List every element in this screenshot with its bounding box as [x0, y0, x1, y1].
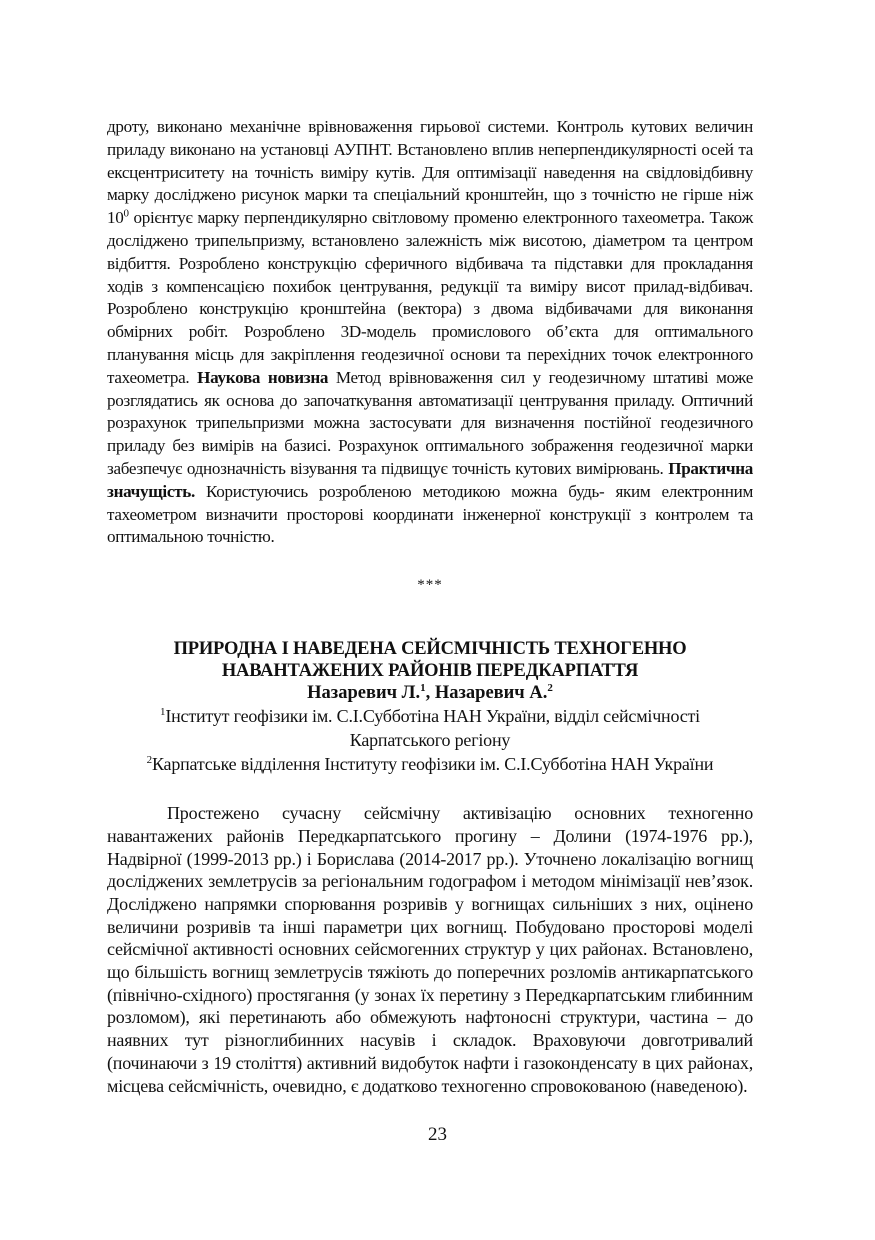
article-title-line: ПРИРОДНА І НАВЕДЕНА СЕЙСМІЧНІСТЬ ТЕХНОГЕННО	[173, 639, 687, 660]
affiliation-text: Інститут геофізики ім. С.І.Субботіна НАН України, відділ сейсмічності	[165, 706, 700, 727]
author-superscript: 1	[420, 681, 426, 694]
paragraph-text: дроту, виконано механічне врівноваження гирьової системи. Контроль кутових величин приладу виконано на установці АУПНТ. Встановлено вплив неперпендикулярності осей та ексцентриситету на точність виміру кутів. Для оптимізації наведення на свідловідбивну марку досліджено рисунок марки та спеціальний кронштейн, що з точністю не гірше ніж 10	[107, 117, 753, 228]
paragraph-text: Користуючись розробленою методикою можна будь- яким електронним тахеометром визначити просторові координати інженерної конструкції з контролем та оптимальною точністю.	[107, 481, 753, 547]
affiliation-line: Карпатського регіону	[349, 730, 511, 751]
author-superscript: 2	[547, 681, 553, 694]
paragraph-text: орієнтує марку перпендикулярно світловому променю електронного тахеометра. Також досліджено трипельпризму, встановлено залежність між висотою, діаметром та центром відбиття. Розроблено конструкцію сферичного відбивача та підставки для прокладання ходів з компенсацією похибок центрування, редукції та виміру висот прилад-відбивач. Розроблено конструкцію кронштейна (вектора) з двома відбивачами для виконання обмірних робіт. Розроблено 3D-модель промислового об’єкта для оптимального планування місць для закріплення геодезичної основи та перехідних точок електронного тахеометра.	[107, 208, 753, 387]
affiliation-1	[107, 704, 753, 752]
author-name: Назаревич А.	[434, 683, 548, 704]
degree-superscript: 0	[123, 207, 129, 220]
article-title-line: НАВАНТАЖЕНИХ РАЙОНІВ ПЕРЕДКАРПАТТЯ	[221, 661, 639, 682]
article-title	[107, 638, 753, 682]
author-name: Назаревич Л.	[307, 683, 421, 704]
article-abstract: Простежено сучасну сейсмічну активізацію основних техногенно навантажених районів Передкарпатського прогину – Долини (1974-1976 рр.), Надвірної (1999-2013 рр.) і Борислава (2014-2017 рр.). Уточнено локалізацію вогнищ досліджених землетрусів за регіональним годографом і методом мінімізації нев’язок. Досліджено напрямки спорювання розривів у вогнищах сильніших з них, оцінено величини розривів та інші параметри цих вогнищ. Побудовано просторові моделі сейсмічної активності основних сейсмогенних структур у цих районах. Встановлено, що більшість вогнищ землетрусів тяжіють до поперечних розломів антикарпатського (північно-східного) простягання (у зонах їх перетину з Передкарпатським глибинним розломом), які перетинають або обмежують нафтоносні структури, частина – до наявних тут різноглибинних насувів і складок. Враховуючи довготривалий (починаючи з 19 століття) активний видобуток нафти і газоконденсату в цих районах, місцева сейсмічність, очевидно, є додатково техногенно спровокованою (наведеною).	[107, 803, 753, 1096]
continuation-paragraph	[107, 116, 753, 549]
affiliation-2	[107, 752, 753, 776]
practical-significance-label: Практична значущість.	[107, 458, 753, 501]
affiliation-superscript: 2	[146, 754, 152, 767]
page-number: 23	[428, 1124, 447, 1145]
scientific-novelty-label: Наукова новизна	[197, 367, 329, 387]
author-separator: ,	[425, 683, 435, 704]
affiliation-text: Карпатське відділення Інституту геофізики ім. С.І.Субботіна НАН України	[151, 754, 714, 775]
page-content	[107, 116, 753, 1097]
article-authors	[107, 682, 753, 704]
paragraph-text: Метод врівноваження сил у геодезичному штативі може розглядатись як основа до започаткування автоматизації центрування приладу. Оптичний розрахунок трипельпризми можна застосувати для визначення постійної геодезичного приладу без вимірів на базисі. Розрахунок оптимального зображення геодезичної марки забезпечує однозначність візування та підвищує точність кутових вимірювань.	[107, 367, 753, 478]
affiliation-line	[107, 704, 753, 728]
section-separator: ***	[417, 577, 443, 594]
affiliation-superscript: 1	[160, 706, 166, 719]
